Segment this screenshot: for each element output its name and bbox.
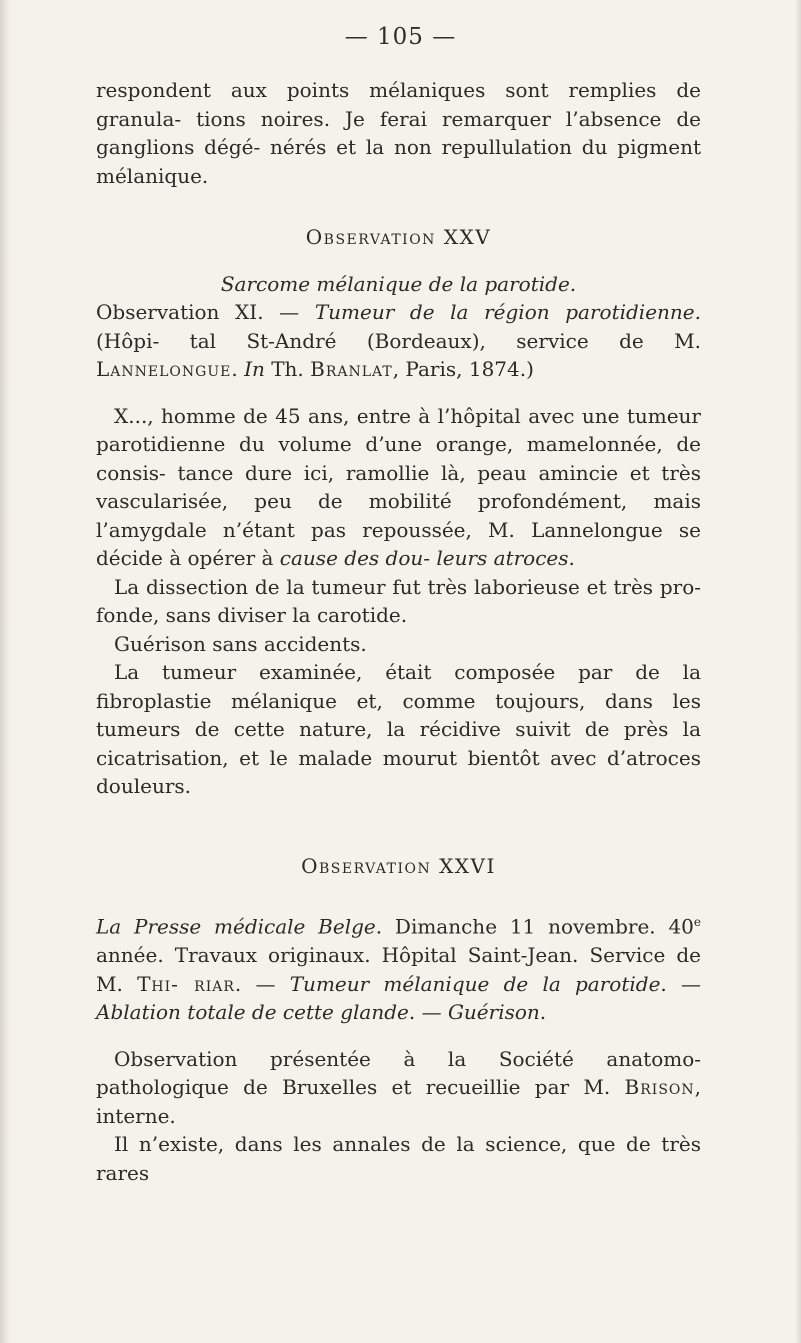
reference-label: Observation XI. — <box>96 300 315 324</box>
reference-author: Branlat <box>310 357 393 381</box>
observation-25-subtitle: Sarcome mélanique de la parotide. <box>220 271 577 296</box>
source-surgeon: Thi- riar <box>137 971 235 996</box>
observation-26-presentation: Observation présentée à la Société anatomo-pathologique de Bruxelles et recueillie par M. Brison, interne. <box>96 1046 701 1128</box>
reference-title: Tumeur de la région parotidienne. <box>314 300 701 324</box>
reference-location: (Hôpi- tal St-André (Bordeaux), service de M. <box>96 328 701 353</box>
intern-name: Brison <box>624 1075 695 1100</box>
page-body <box>96 76 701 1187</box>
observation-25-reference: Observation XI. — Tumeur de la région parotidienne. (Hôpi- tal St-André (Bordeaux), service de M. Lannelongue. In Th. Branlat, Paris, 1874.) <box>96 300 701 381</box>
reference-surgeon: Lannelongue <box>96 357 232 381</box>
paragraph-continuation: respondent aux points mélaniques sont remplies de granula- tions noires. Je ferai remarquer l’absence de ganglions dégé- nérés et la non repullulation du pigment mélanique. <box>96 78 701 188</box>
page-edge-shadow-left <box>0 0 10 1343</box>
observation-25-outcome: Guérison sans accidents. <box>114 631 367 656</box>
observation-26-heading: Observation XXVI <box>301 853 496 878</box>
journal-title: La Presse médicale Belge <box>96 914 376 939</box>
observation-25-heading: Observation XXV <box>305 225 492 249</box>
observation-25-case: X..., homme de 45 ans, entre à l’hôpital avec une tumeur parotidienne du volume d’une orange, mamelonnée, de consis- tance dure ici, ramollie là, peau amincie et très vascularisée, peu de mobilité profondément, mais l’amygdale n’étant pas repoussée, M. Lannelongue se décide à opérer à cause des dou- leurs atroces. <box>96 403 701 570</box>
observation-26-source: La Presse médicale Belge. Dimanche 11 novembre. 40e année. Travaux originaux. Hôpital Saint-Jean. Service de M. Thi- riar. — Tumeur mélanique de la parotide. — Ablation totale de cette glande. — Guérison. <box>96 914 702 1025</box>
observation-25-dissection: La dissection de la tumeur fut très laborieuse et très pro- fonde, sans diviser la carotide. <box>96 574 701 627</box>
observation-25-histology: La tumeur examinée, était composée par de la fibroplastie mélanique et, comme toujours, dans les tumeurs de cette nature, la récidive suivit de près la cicatrisation, et le malade mourut bientôt avec d’atroces douleurs. <box>96 660 701 798</box>
page-edge-shadow-right <box>795 0 801 1343</box>
page-number: — 105 — <box>344 24 457 50</box>
observation-26-intro: Il n’existe, dans les annales de la science, que de très rares <box>96 1132 701 1185</box>
